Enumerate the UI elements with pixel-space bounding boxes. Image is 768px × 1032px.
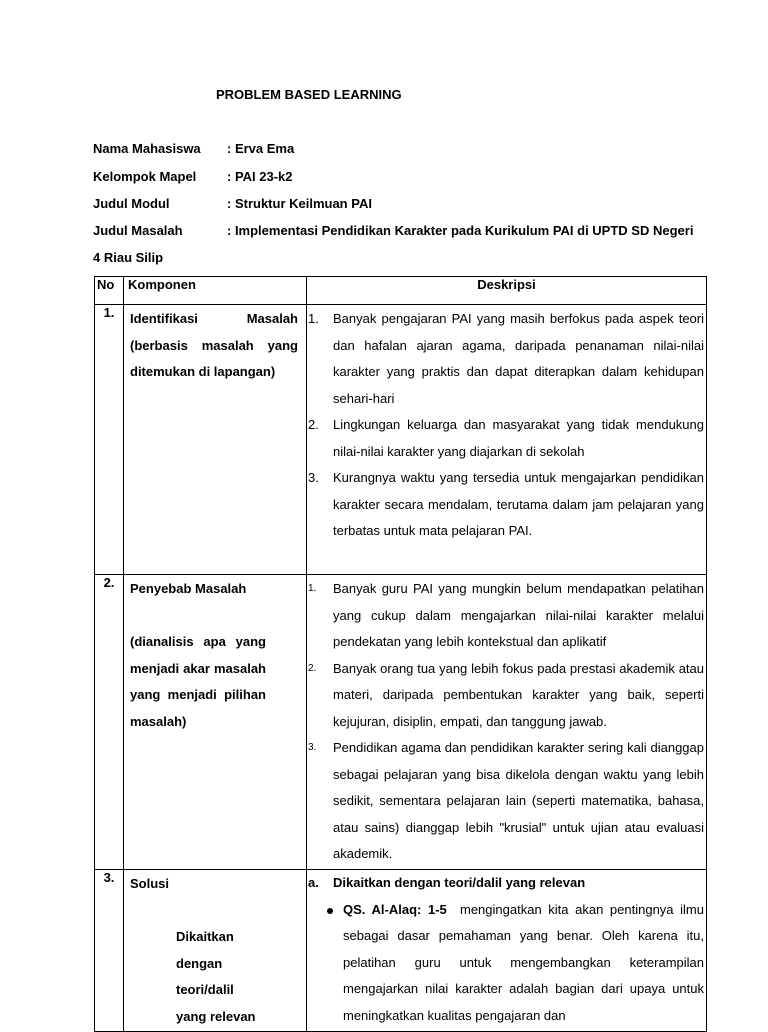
header-no: No [95,277,124,305]
deskripsi-cell [307,305,707,575]
info-label-nama: Nama Mahasiswa [93,141,201,156]
row-number: 2. [95,575,124,870]
list-number: 1. [308,583,317,594]
deskripsi-cell [307,870,707,1032]
info-value-kelompok: : PAI 23-k2 [227,169,293,184]
info-value-nama: : Erva Ema [227,141,295,156]
list-number: 3. [308,470,319,485]
list-number: 3. [308,742,317,753]
list-item [307,897,704,1030]
header-deskripsi: Deskripsi [307,277,707,305]
komponen-subtitle: (berbasis masalah yang ditemukan di lapangan) [130,337,298,379]
header-komponen: Komponen [124,277,307,305]
list-text: Banyak pengajaran PAI yang masih berfokus pada aspek teori dan hafalan ajaran agama, daripada penanaman nilai-nilai karakter yang praktis dan dapat diterapkan dalam kehidupan sehari-hari [333,311,704,406]
komponen-cell [124,575,307,870]
deskripsi-list [307,305,706,545]
solution-heading [307,870,704,897]
list-number: 2. [308,417,319,432]
table-row [95,870,707,1032]
row-number: 1. [95,305,124,575]
komponen-title: Identifikasi Masalah [130,311,298,326]
list-text: Banyak orang tua yang lebih fokus pada prestasi akademik atau materi, daripada pembentukan karakter yang baik, seperti kejujuran, disiplin, empati, dan tanggung jawab. [333,660,704,729]
row-number: 3. [95,870,124,1032]
deskripsi-list [307,575,706,868]
table-row [95,575,707,870]
info-label-masalah: Judul Masalah [93,223,183,238]
list-item [307,306,704,412]
list-text: Pendidikan agama dan pendidikan karakter sering kali dianggap sebagai pelajaran yang bisa dikelola dengan waktu yang lebih sedikit, sementara pelajaran lain (seperti matematika, bahasa, atau sains) dianggap lebih "krusial" untuk ujian atau evaluasi akademik. [333,740,704,861]
solution-heading-text: Dikaitkan dengan teori/dalil yang relevan [333,875,586,890]
komponen-title: Penyebab Masalah [130,581,247,596]
list-text: mengingatkan kita akan pentingnya ilmu sebagai dasar pemahaman yang benar. Oleh karena itu, pelatihan guru untuk mengembangkan keterampilan mengajarkan nilai karakter adalah bagian dari upaya untuk meningkatkan kualitas pengajaran dan [343,901,704,1023]
bullet-bold-ref: QS. Al-Alaq: 1-5 [343,901,447,917]
list-item [307,412,704,465]
bullet-icon [327,908,333,914]
list-text: Lingkungan keluarga dan masyarakat yang tidak mendukung nilai-nilai karakter yang diajarkan di sekolah [333,417,704,459]
list-number: 2. [308,662,317,674]
info-label-kelompok: Kelompok Mapel [93,169,197,184]
info-label-modul: Judul Modul [93,196,170,211]
list-item [307,465,704,545]
info-value-modul: : Struktur Keilmuan PAI [227,196,372,211]
list-item [307,656,704,736]
list-text: Banyak guru PAI yang mungkin belum mendapatkan pelatihan yang cukup dalam mengajarkan nilai-nilai karakter melalui pendekatan yang lebih kontekstual dan aplikatif [333,581,704,649]
komponen-subtitle: (dianalisis apa yang menjadi akar masalah yang menjadi pilihan masalah) [130,634,266,729]
komponen-subtitle: Dikaitkan dengan teori/dalil yang relevan [176,929,256,1024]
komponen-title: Solusi [130,876,170,891]
list-item [307,576,704,656]
pbl-table [94,276,707,1032]
list-item [307,735,704,868]
table-header-row [95,277,707,305]
deskripsi-cell [307,575,707,870]
komponen-cell [124,305,307,575]
page-title: PROBLEM BASED LEARNING [216,87,402,102]
info-value-masalah-continuation: 4 Riau Silip [93,250,164,265]
solution-heading-letter: a. [308,875,319,890]
table-row [95,305,707,575]
list-text: Kurangnya waktu yang tersedia untuk mengajarkan pendidikan karakter secara mendalam, terutama dalam jam pelajaran yang terbatas untuk mata pelajaran PAI. [333,470,704,538]
komponen-cell [124,870,307,1032]
info-value-masalah: : Implementasi Pendidikan Karakter pada Kurikulum PAI di UPTD SD Negeri [227,223,694,238]
list-number: 1. [308,311,319,326]
